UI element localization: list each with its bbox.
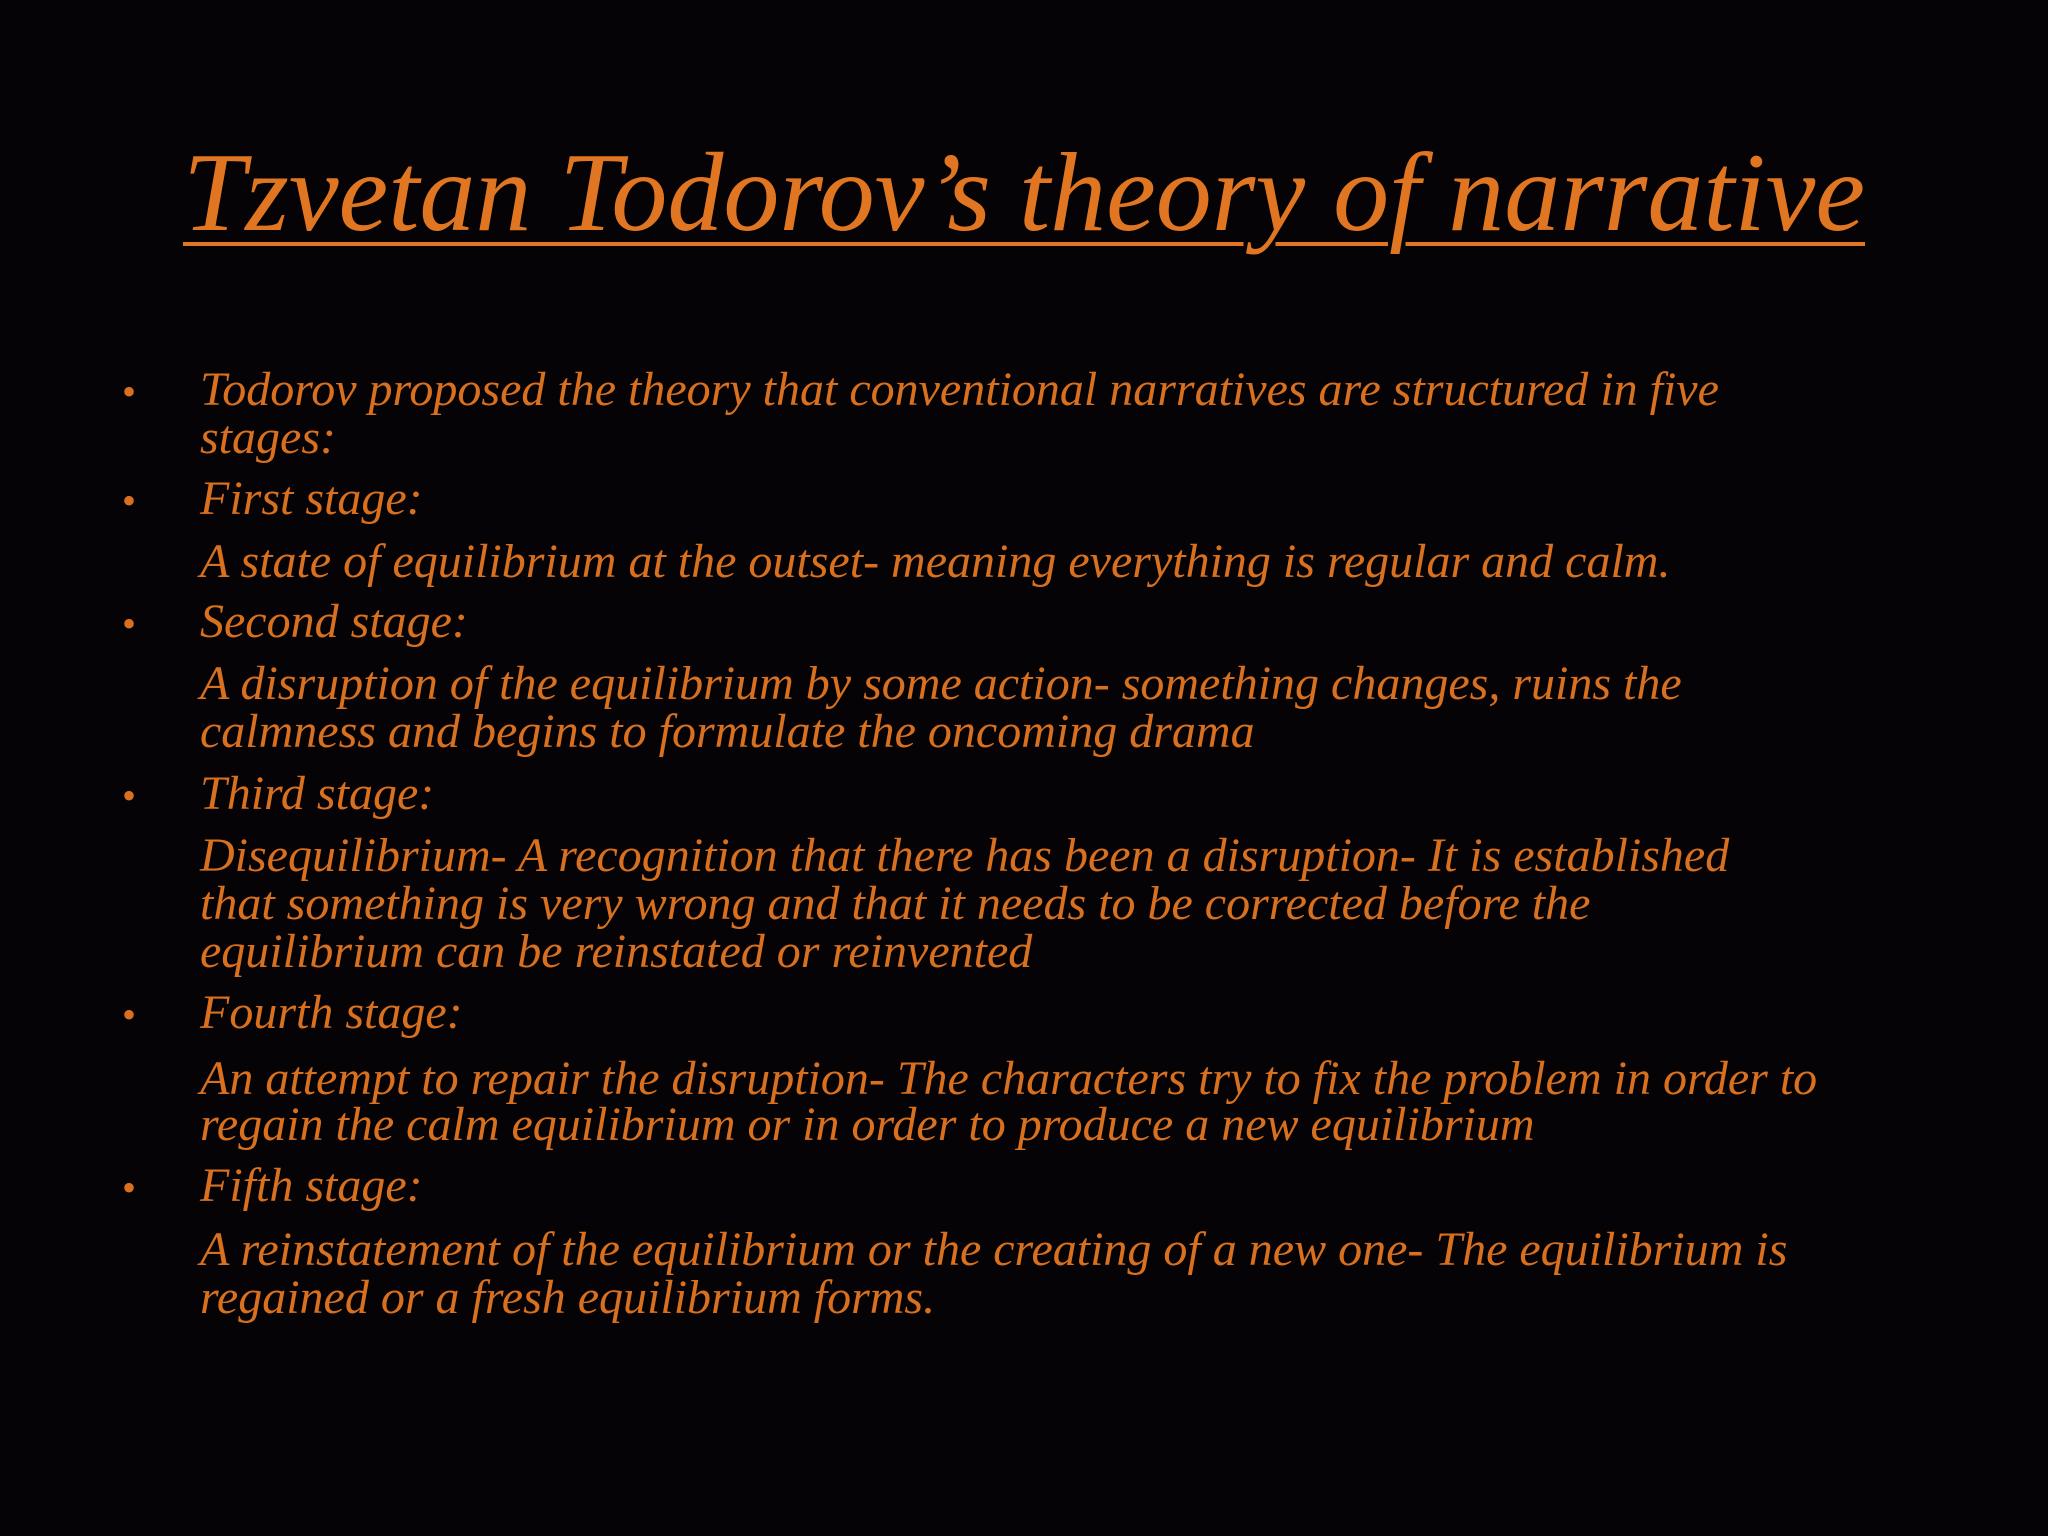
stage-description: regain the calm equilibrium or in order to produce a new equilibrium [200, 1098, 1535, 1151]
bullet-marker: • [122, 992, 137, 1037]
stage-description: Disequilibrium- A recognition that there has been a disruption- It is established [200, 829, 1730, 882]
bullet-marker: • [122, 369, 137, 414]
stage-heading: Third stage: [200, 767, 435, 820]
intro-line: stages: [200, 411, 336, 464]
stage-description: A reinstatement of the equilibrium or the creating of a new one- The equilibrium is [200, 1223, 1788, 1276]
intro-line: Todorov proposed the theory that conventional narratives are structured in five [200, 363, 1719, 416]
stage-description: calmness and begins to formulate the oncoming drama [200, 705, 1255, 758]
stage-description: A disruption of the equilibrium by some action- something changes, ruins the [200, 657, 1682, 710]
stage-description: An attempt to repair the disruption- The characters try to fix the problem in order to [200, 1052, 1818, 1105]
bullet-marker: • [122, 1165, 137, 1210]
bullet-marker: • [122, 773, 137, 818]
bullet-marker: • [122, 601, 137, 646]
stage-description: equilibrium can be reinstated or reinvented [200, 925, 1033, 978]
stage-heading: First stage: [200, 472, 423, 525]
stage-description: regained or a fresh equilibrium forms. [200, 1271, 936, 1324]
stage-description: that something is very wrong and that it needs to be corrected before the [200, 877, 1591, 930]
stage-heading: Fifth stage: [200, 1159, 423, 1212]
bullet-marker: • [122, 478, 137, 523]
slide-title: Tzvetan Todorov’s theory of narrative [182, 131, 1866, 255]
stage-heading: Fourth stage: [200, 986, 463, 1039]
stage-heading: Second stage: [200, 595, 468, 648]
stage-description: A state of equilibrium at the outset- meaning everything is regular and calm. [200, 535, 1671, 588]
